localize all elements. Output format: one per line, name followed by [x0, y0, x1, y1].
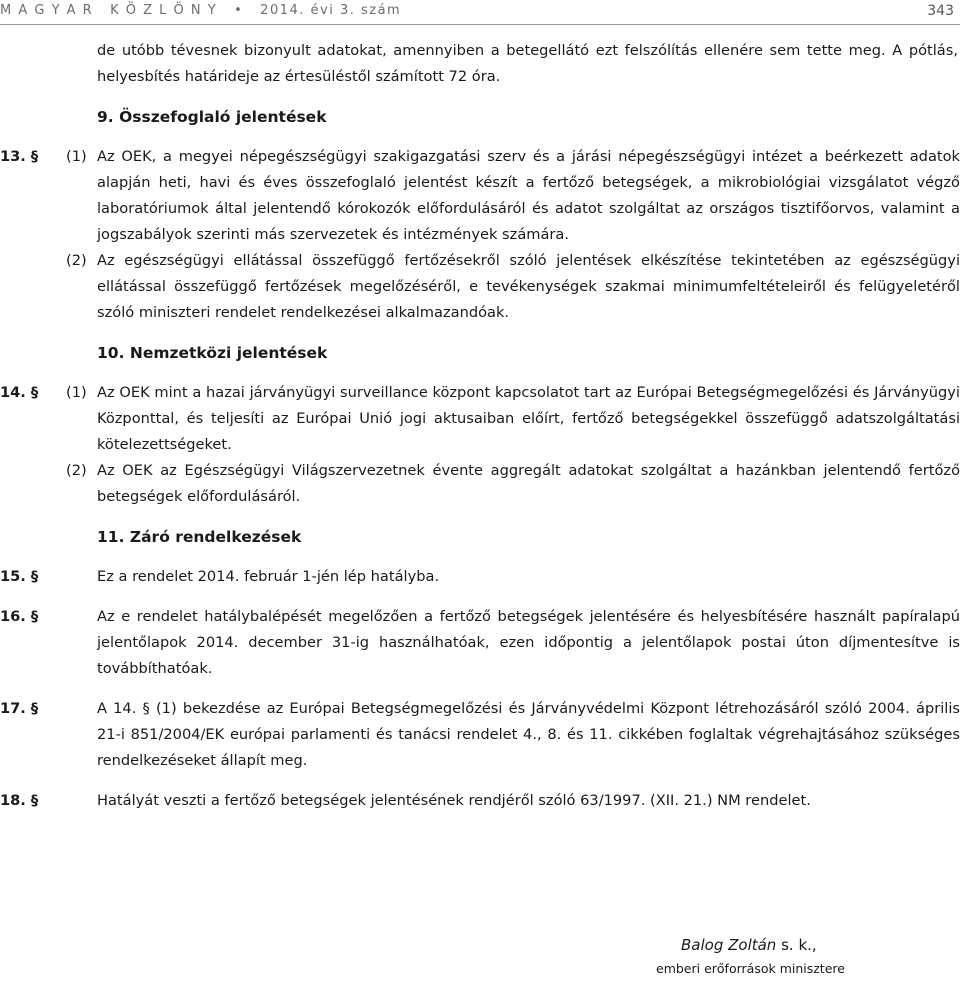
subparagraph-text: Az OEK, a megyei népegészségügyi szakigazgatási szerv és a járási népegészségügyi intézet a beérkezett adatok alapján heti, havi és éves összefoglaló jelentést készít a fertőző betegségek, a mikrobiológiai vizsgálatot végző laboratóriumok által jelentendő kórokozók előfordulásáról és adatot szolgáltat az országos tisztifőorvos, valamint a jogszabályok szerinti más szervezetek és intézmények számára.	[97, 148, 960, 243]
paragraph-text: Hatályát veszti a fertőző betegségek jelentésének rendjéről szóló 63/1997. (XII. 21.) NM rendelet.	[97, 792, 811, 809]
paragraph-text: Az e rendelet hatálybalépését megelőzően a fertőző betegségek jelentésére és helyesbítésére használt papíralapú jelentőlapok 2014. december 31-ig használhatóak, ezen időpontig a jelentőlapok postai úton díjmentesítve is továbbíthatóak.	[97, 608, 960, 677]
page-header	[0, 3, 960, 23]
section-heading-11: 11. Záró rendelkezések	[97, 528, 302, 546]
paragraph-number: 15. §	[0, 568, 39, 585]
paragraph-18	[0, 788, 960, 814]
subparagraph-text: Az OEK az Egészségügyi Világszervezetnek évente aggregált adatokat szolgáltat a hazánkban jelentendő fertőző betegségek előfordulásáról.	[97, 462, 960, 505]
signatory	[681, 935, 817, 955]
document-body	[0, 38, 960, 814]
subparagraph-13-2	[66, 248, 960, 326]
journal-title: M A G Y A R K Ö Z L Ö N Y • 2014. évi 3. szám	[0, 3, 402, 18]
paragraph-number: 14. §	[0, 384, 39, 401]
subparagraph-number: (2)	[66, 462, 87, 479]
signatory-suffix: s. k.,	[776, 936, 817, 954]
section-heading-9: 9. Összefoglaló jelentések	[97, 108, 327, 126]
paragraph-16	[0, 604, 960, 682]
subparagraph-number: (2)	[66, 252, 87, 269]
paragraph-text: A 14. § (1) bekezdése az Európai Betegségmegelőzési és Járványvédelmi Központ létrehozásáról szóló 2004. április 21-i 851/2004/EK európai parlamenti és tanácsi rendelet 4., 8. és 11. cikkében foglaltak végrehajtásához szükséges rendelkezéseket állapít meg.	[97, 700, 960, 769]
subparagraph-text: Az egészségügyi ellátással összefüggő fertőzésekről szóló jelentések elkészítése tekintetében az egészségügyi ellátással összefüggő fertőzések megelőzéséről, e tevékenységek szakmai minimumfeltételeiről és felügyeletéről szóló miniszteri rendelet rendelkezései alkalmazandóak.	[97, 252, 960, 321]
intro-paragraph: de utóbb tévesnek bizonyult adatokat, amennyiben a betegellátó ezt felszólítás ellenére sem tette meg. A pótlás, helyesbítés határideje az értesüléstől számított 72 óra.	[97, 42, 958, 85]
header-divider	[0, 24, 960, 25]
paragraph-17	[0, 696, 960, 774]
paragraph-number: 16. §	[0, 608, 39, 625]
paragraph-number: 17. §	[0, 700, 39, 717]
page-number: 343	[927, 3, 954, 19]
subparagraph-14-2	[66, 458, 960, 510]
subparagraph-number: (1)	[66, 148, 87, 165]
paragraph-13	[0, 144, 960, 326]
subparagraph-number: (1)	[66, 384, 87, 401]
signatory-name: Balog Zoltán	[681, 936, 777, 954]
paragraph-text: Ez a rendelet 2014. február 1-jén lép hatályba.	[97, 568, 440, 585]
paragraph-15	[0, 564, 960, 590]
section-heading-10: 10. Nemzetközi jelentések	[97, 344, 328, 362]
paragraph-number: 13. §	[0, 148, 39, 165]
subparagraph-14-1	[66, 380, 960, 458]
signatory-role: emberi erőforrások minisztere	[656, 961, 845, 976]
subparagraph-13-1	[66, 144, 960, 248]
subparagraph-text: Az OEK mint a hazai járványügyi surveillance központ kapcsolatot tart az Európai Betegségmegelőzési és Járványügyi Központtal, és teljesíti az Európai Unió jogi aktusaiban előírt, fertőző betegségekkel összefüggő adatszolgáltatási kötelezettségeket.	[97, 384, 960, 453]
paragraph-number: 18. §	[0, 792, 39, 809]
paragraph-14	[0, 380, 960, 510]
